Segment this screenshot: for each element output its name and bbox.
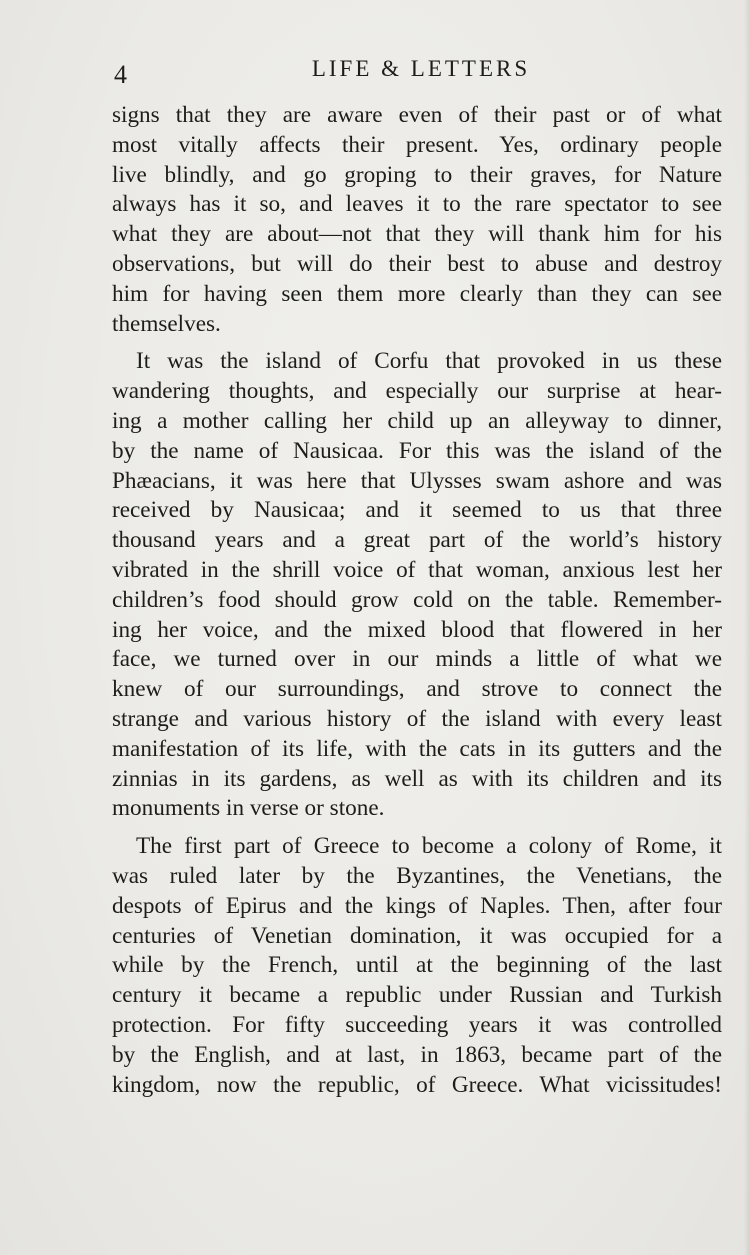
text-line: what they are about—not that they will thank him for his [112, 221, 722, 248]
body-text [112, 101, 722, 1100]
paragraph [112, 101, 722, 339]
paragraph [112, 832, 722, 1100]
text-line: ing a mother calling her child up an alleyway to dinner, [112, 407, 722, 434]
text-line: by the English, and at last, in 1863, became part of the [112, 1041, 722, 1068]
text-line: themselves. [112, 310, 221, 337]
text-line: kingdom, now the republic, of Greece. What vicissitudes! [112, 1071, 722, 1098]
text-line: by the name of Nausicaa. For this was the island of the [112, 437, 722, 464]
text-line: despots of Epirus and the kings of Naples. Then, after four [112, 892, 722, 919]
text-line: knew of our surroundings, and strove to connect the [112, 676, 722, 703]
page-number: 4 [114, 60, 127, 89]
text-line: while by the French, until at the beginning of the last [112, 952, 722, 979]
text-line: thousand years and a great part of the world’s history [112, 527, 722, 554]
text-line: most vitally affects their present. Yes, ordinary people [112, 131, 722, 158]
text-line: zinnias in its gardens, as well as with its children and its [112, 765, 722, 792]
text-line: protection. For fifty succeeding years it was controlled [112, 1011, 722, 1038]
text-line: strange and various history of the island with every least [112, 705, 722, 732]
text-line: centuries of Venetian domination, it was occupied for a [112, 922, 722, 949]
text-line: was ruled later by the Byzantines, the Venetians, the [112, 862, 722, 889]
text-line: The first part of Greece to become a colony of Rome, it [136, 833, 722, 860]
text-line: him for having seen them more clearly than they can see [112, 280, 722, 307]
paragraph-gap [112, 824, 722, 832]
text-line: signs that they are aware even of their past or of what [112, 102, 722, 128]
page-edge-shadow [744, 0, 750, 1255]
text-line: wandering thoughts, and especially our surprise at hear- [112, 378, 722, 405]
text-line: observations, but will do their best to abuse and destroy [112, 250, 722, 277]
text-line: received by Nausicaa; and it seemed to us that three [112, 497, 722, 524]
paragraph [112, 347, 722, 824]
text-line: Phæacians, it was here that Ulysses swam ashore and was [112, 467, 722, 494]
text-line: monuments in verse or stone. [112, 795, 385, 822]
text-line: face, we turned over in our minds a little of what we [112, 646, 722, 673]
text-line: always has it so, and leaves it to the rare spectator to see [112, 191, 722, 218]
text-line: ing her voice, and the mixed blood that flowered in her [112, 616, 722, 643]
text-line: vibrated in the shrill voice of that woman, anxious lest her [112, 556, 722, 583]
paragraph-gap [112, 339, 722, 347]
text-line: live blindly, and go groping to their graves, for Nature [112, 161, 722, 188]
text-line: manifestation of its life, with the cats in its gutters and the [112, 735, 722, 762]
text-line: century it became a republic under Russian and Turkish [112, 982, 722, 1009]
running-head: LIFE & LETTERS [311, 56, 531, 81]
text-line: children’s food should grow cold on the table. Remember- [112, 586, 722, 613]
page-header [108, 54, 722, 94]
text-line: It was the island of Corfu that provoked in us these [136, 348, 722, 375]
